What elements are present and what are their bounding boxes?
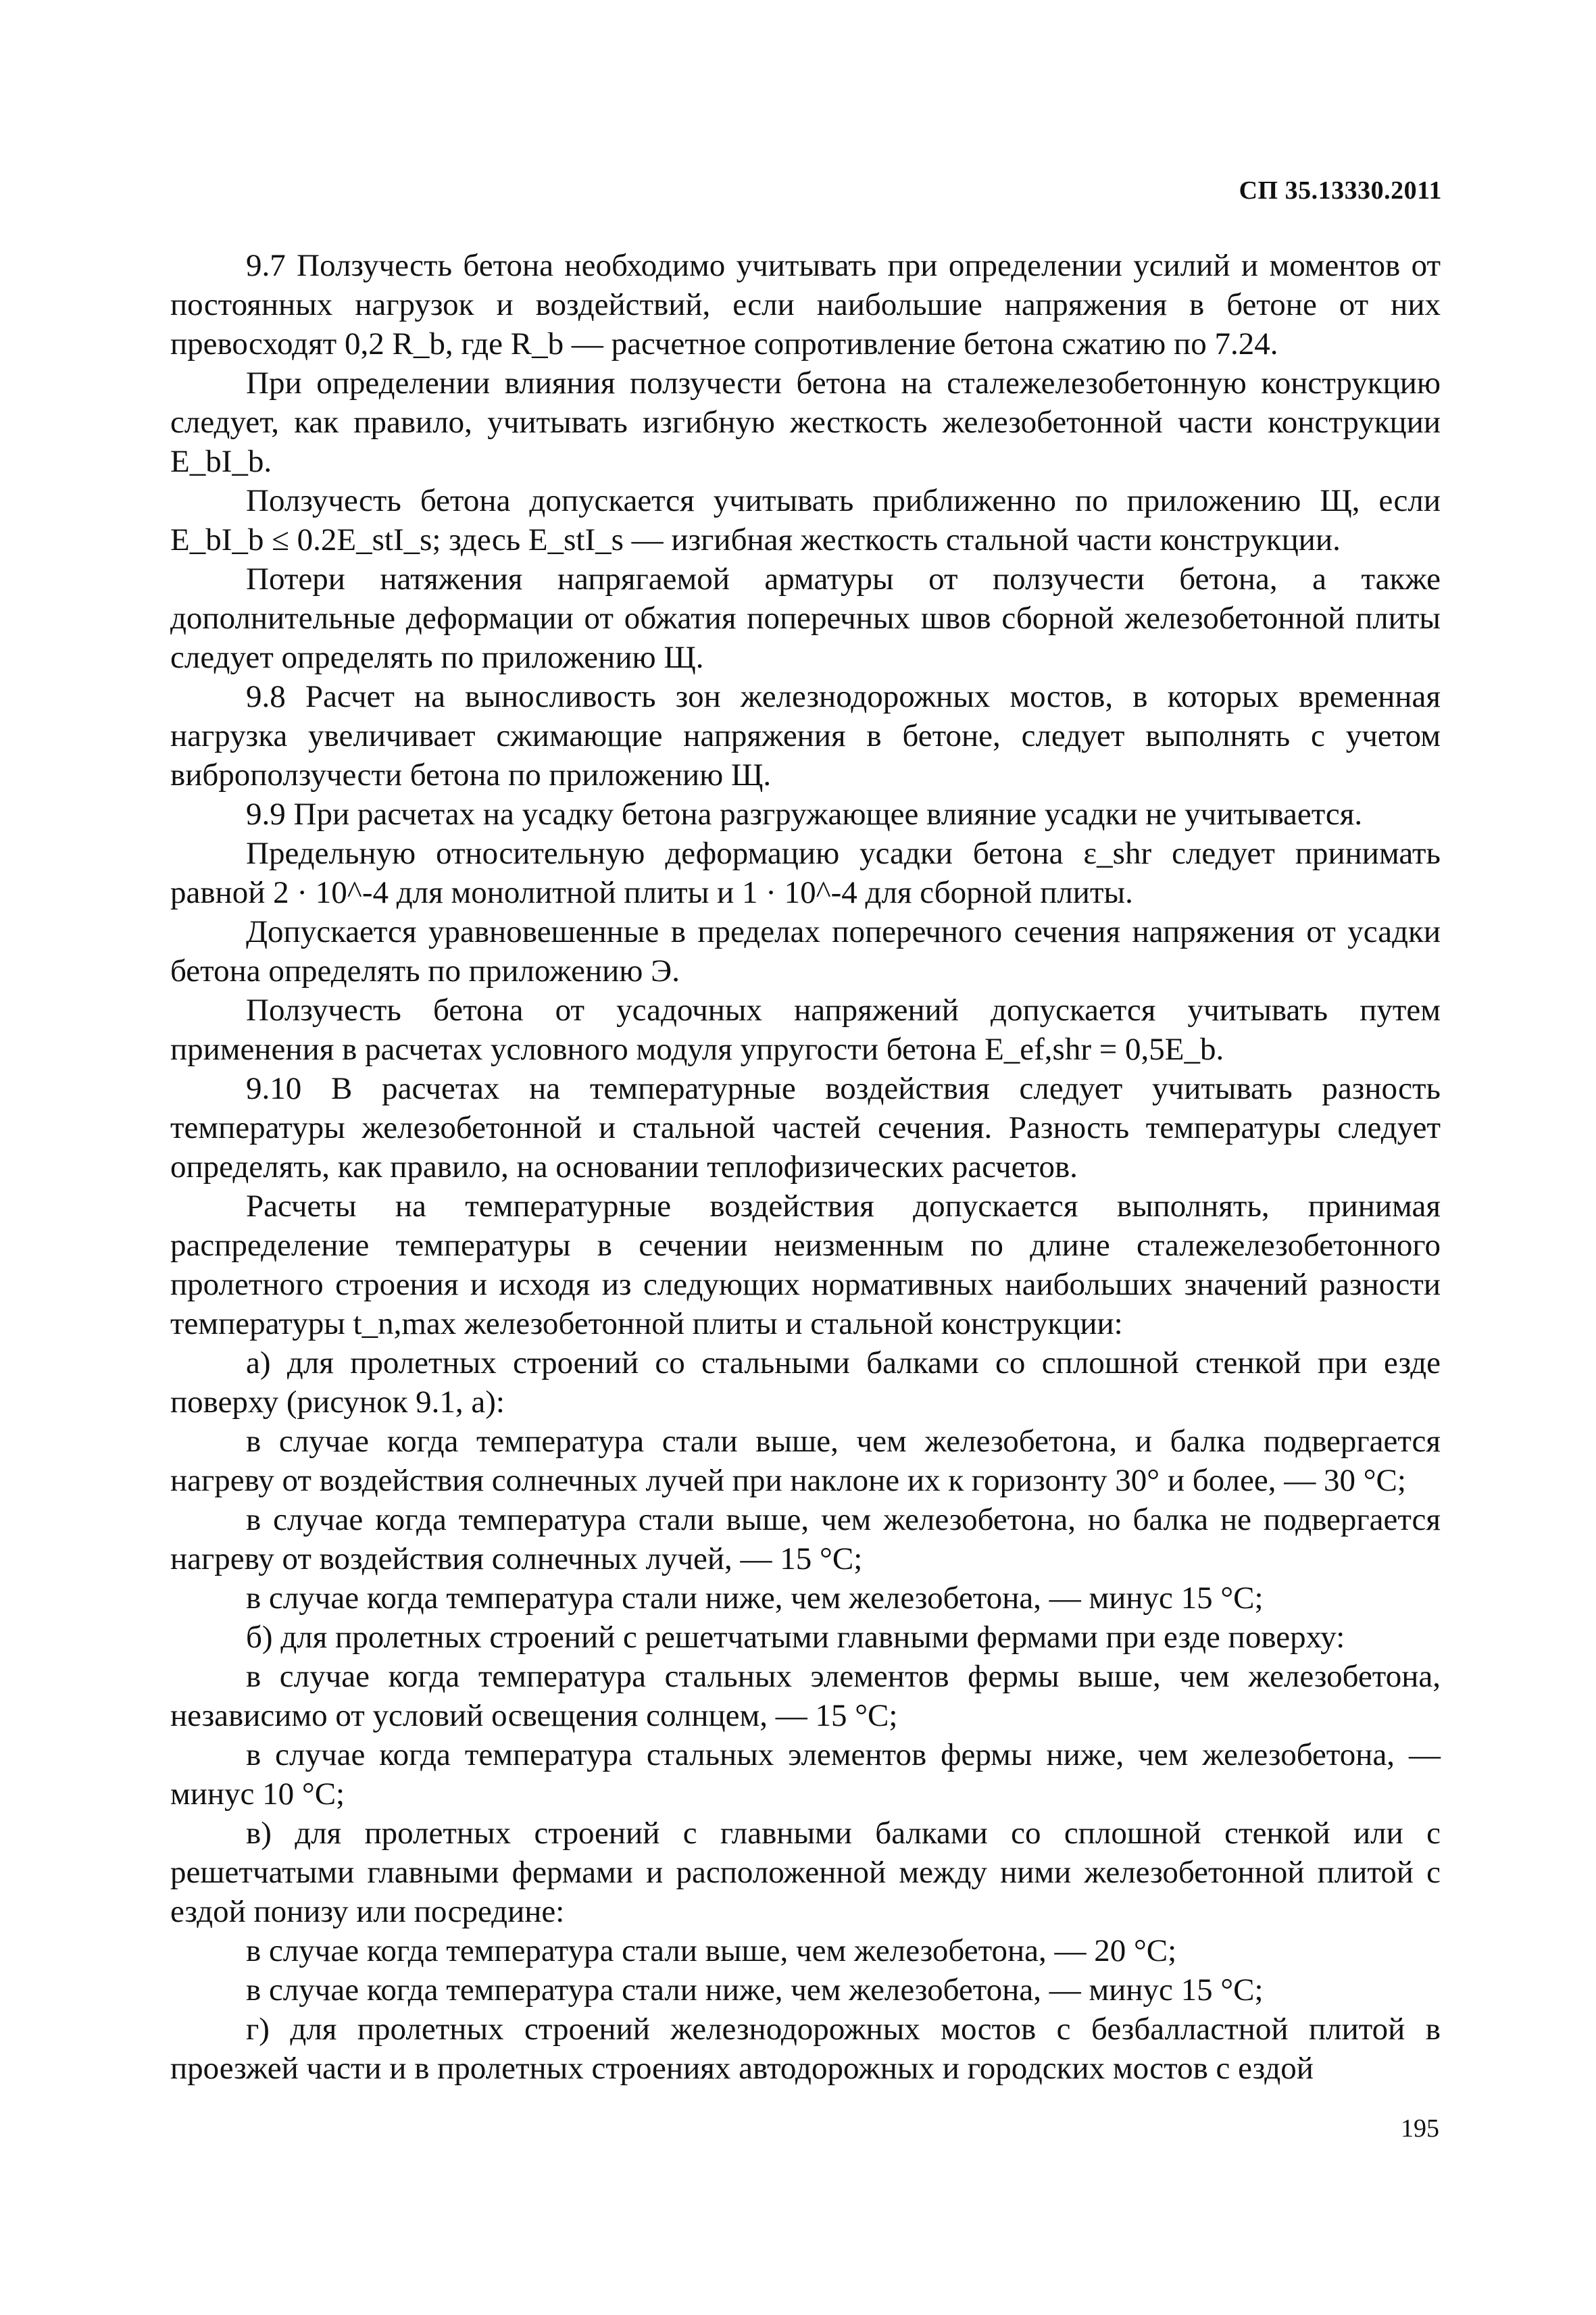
paragraph-item-v: в) для пролетных строений с главными балками со сплошной стенкой или с решетчатыми главными фермами и расположенной между ними железобетонной плитой с ездой понизу или посредине: (170, 1816, 1441, 1929)
paragraph-balanced-stresses: Допускается уравновешенные в пределах поперечного сечения напряжения от усадки бетона определять по приложению Э. (170, 914, 1441, 989)
document-code-header: СП 35.13330.2011 (1239, 176, 1442, 205)
paragraph-9-10: 9.10 В расчетах на температурные воздействия следует учитывать разность температуры железобетонной и стальной частей сечения. Разность температуры следует определять, как правило, на основании теплофизических расчетов. (170, 1071, 1441, 1185)
paragraph-b-case-2: в случае когда температура стальных элементов фермы ниже, чем железобетона, — минус 10 °С; (170, 1737, 1441, 1812)
paragraph-a-case-2: в случае когда температура стали выше, чем железобетона, но балка не подвергается нагреву от воздействия солнечных лучей, — 15 °С; (170, 1502, 1441, 1576)
paragraph-v-case-2: в случае когда температура стали ниже, чем железобетона, — минус 15 °С; (246, 1972, 1264, 2008)
paragraph-9-8: 9.8 Расчет на выносливость зон железнодорожных мостов, в которых временная нагрузка увеличивает сжимающие напряжения в бетоне, следует выполнять с учетом виброползучести бетона по приложению Щ. (170, 679, 1441, 793)
document-body (170, 246, 1441, 2088)
paragraph-creep-approx: Ползучесть бетона допускается учитывать приближенно по приложению Щ, если E_bI_b ≤ 0.2E_stI_s; здесь E_stI_s — изгибная жесткость стальной части конструкции. (170, 483, 1441, 557)
paragraph-shrinkage-limit: Предельную относительную деформацию усадки бетона ε_shr следует принимать равной 2 · 10^-4 для монолитной плиты и 1 · 10^-4 для сборной плиты. (170, 836, 1441, 910)
paragraph-shrinkage-creep: Ползучесть бетона от усадочных напряжений допускается учитывать путем применения в расчетах условного модуля упругости бетона E_ef,shr = 0,5E_b. (170, 993, 1441, 1067)
paragraph-9-9: 9.9 При расчетах на усадку бетона разгружающее влияние усадки не учитывается. (246, 797, 1363, 832)
paragraph-item-g: г) для пролетных строений железнодорожных мостов с безбалластной плитой в проезжей части и в пролетных строениях автодорожных и городских мостов с ездой (170, 2012, 1441, 2086)
paragraph-tension-losses: Потери натяжения напрягаемой арматуры от ползучести бетона, а также дополнительные деформации от обжатия поперечных швов сборной железобетонной плиты следует определять по приложению Щ. (170, 562, 1441, 675)
paragraph-item-b: б) для пролетных строений с решетчатыми главными фермами при езде поверху: (246, 1620, 1345, 1655)
paragraph-item-a: а) для пролетных строений со стальными балками со сплошной стенкой при езде поверху (рисунок 9.1, а): (170, 1345, 1441, 1420)
paragraph-creep-influence: При определении влияния ползучести бетона на сталежелезобетонную конструкцию следует, как правило, учитывать изгибную жесткость железобетонной части конструкции E_bI_b. (170, 366, 1441, 479)
paragraph-9-7: 9.7 Ползучесть бетона необходимо учитывать при определении усилий и моментов от постоянных нагрузок и воздействий, если наибольшие напряжения в бетоне от них превосходят 0,2 R_b, где R_b — расчетное сопротивление бетона сжатию по 7.24. (170, 248, 1441, 362)
paragraph-temperature-calc: Расчеты на температурные воздействия допускается выполнять, принимая распределение температуры в сечении неизменным по длине сталежелезобетонного пролетного строения и исходя из следующих нормативных наибольших значений разности температуры t_n,max железобетонной плиты и стальной конструкции: (170, 1189, 1441, 1341)
paragraph-b-case-1: в случае когда температура стальных элементов фермы выше, чем железобетона, независимо от условий освещения солнцем, — 15 °С; (170, 1659, 1441, 1733)
page-number: 195 (1401, 2114, 1439, 2143)
paragraph-a-case-3: в случае когда температура стали ниже, чем железобетона, — минус 15 °С; (246, 1580, 1264, 1616)
paragraph-a-case-1: в случае когда температура стали выше, чем железобетона, и балка подвергается нагреву от воздействия солнечных лучей при наклоне их к горизонту 30° и более, — 30 °С; (170, 1424, 1441, 1498)
paragraph-v-case-1: в случае когда температура стали выше, чем железобетона, — 20 °С; (246, 1933, 1177, 1968)
